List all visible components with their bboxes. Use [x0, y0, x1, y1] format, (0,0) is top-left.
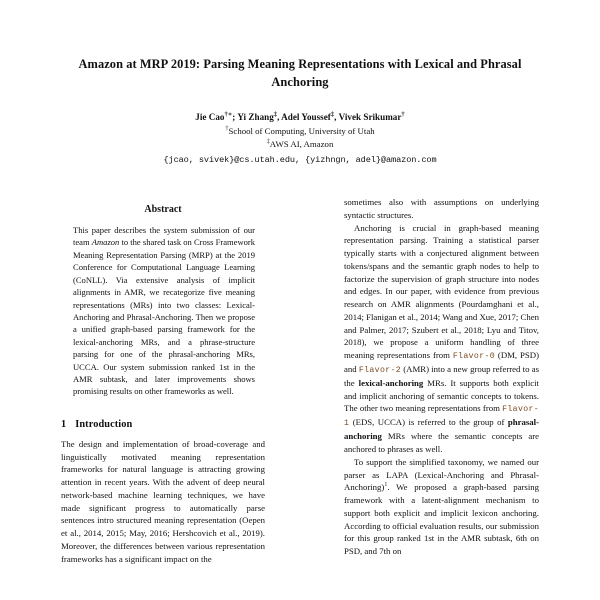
author-name-4: Vivek Srikumar — [338, 112, 402, 123]
rp2-text-c: (AMR) into a new group referred to as the — [344, 363, 539, 388]
page-title: Amazon at MRP 2019: Parsing Meaning Representations with Lexical and Phrasal Anchoring — [78, 57, 522, 89]
authors-block — [62, 111, 538, 168]
rp2-text-d: MRs. It supports both explicit and implicit anchoring of semantic concepts to tokens. The other two meaning representations from — [344, 377, 539, 414]
section-number: 1 — [61, 418, 67, 430]
affiliation-line-2 — [62, 138, 538, 151]
author-name-2: Yi Zhang — [237, 112, 274, 123]
flavor-2-term: Flavor-2 — [358, 365, 401, 375]
affiliation-line-1 — [62, 125, 538, 138]
introduction-paragraph-1: The design and implementation of broad-coverage and linguistically motivated meaning representation frameworks for natural language is attracting growing attention in recent years. With the advent of deep neural network-based machine learning techniques, we have made significant progress to automatically parse sentences intro structured meaning representation (Oepen et al., 2014, 2015; May, 2016; Hershcovich et al., 2019). Moreover, the differences between various representation frameworks has a significant impact on the — [61, 438, 265, 564]
abstract-body — [61, 224, 265, 398]
author-marks-3: ‡ — [330, 111, 335, 119]
left-column — [0, 196, 300, 565]
author-line — [62, 111, 538, 125]
section-title: Introduction — [75, 418, 133, 430]
author-sep-1: ; — [232, 112, 238, 123]
right-paragraph-3 — [344, 456, 539, 558]
affiliation-text-1: School of Computing, University of Utah — [228, 125, 375, 136]
flavor-1-term: Flavor-1 — [344, 405, 539, 429]
right-paragraph-1: sometimes also with assumptions on underlying syntactic structures. — [344, 197, 539, 220]
rp2-text-a: Anchoring is crucial in graph-based meaning representation parsing. Training a statistical parser typically starts with a conjectured alignment between tokens/spans and the semantic graph nodes to help to factorize the supervision of graph structure into nodes and edges. In our paper, with evidence from previous research on AMR alignments (Pourdamghani et al., 2014; Flanigan et al., 2014; Wang and Xue, 2017; Chen and Palmer, 2017; Szubert et al., 2018; Lyu and Titov, 2018), we propose a uniform handling of three meaning representations from — [344, 222, 540, 360]
author-name-3: Adel Youssef — [281, 112, 331, 123]
author-sep-3: , — [334, 112, 339, 123]
section-heading-introduction — [61, 419, 265, 430]
phrasal-anchoring-term: phrasal-anchoring — [344, 417, 539, 442]
author-sep-2: , — [277, 112, 282, 123]
title-block — [0, 0, 600, 168]
abstract-team-name: Amazon — [91, 237, 120, 248]
abstract-text-1: This paper describes the system submission of our team — [73, 225, 255, 248]
affiliation-mark-2: ‡ — [266, 138, 270, 146]
abstract-text-2: to the shared task on Cross Framework Meaning Representation Parsing (MRP) at the 2019 Conference for Computational Language Learning (CoNLL). Via extensive analysis of implicit alignments in AMR, we recategorize five meaning representations (MRs) into two classes: Lexical-Anchoring and Phrasal-Anchoring. Then we propose a unified graph-based parsing framework for the lexical-anchoring MRs, and a phrase-structure parsing for one of the phrasal-anchoring MRs, UCCA. Our system submission ranked 1st in the AMR subtask, and later improvements shows promising results on other frameworks as well. — [73, 237, 256, 397]
body-columns — [0, 196, 600, 565]
rp2-text-b: (DM, PSD) and — [344, 350, 539, 374]
flavor-0-term: Flavor-0 — [452, 352, 495, 361]
rp3-text-a: To support the simplified taxonomy, we named our parser as LAPA (Lexical-Anchoring and Phrasal-Anchoring) — [344, 456, 539, 493]
abstract-paragraph — [73, 224, 255, 398]
right-column — [300, 196, 600, 565]
author-marks-2: ‡ — [273, 111, 278, 119]
affiliation-mark-1: † — [225, 124, 229, 132]
affiliation-text-2: AWS AI, Amazon — [269, 139, 334, 150]
author-marks-4: † — [401, 111, 405, 119]
footnote-marker: 1 — [384, 482, 388, 489]
lexical-anchoring-term: lexical-anchoring — [358, 377, 424, 388]
author-emails: {jcao, svivek}@cs.utah.edu, {yizhngn, adel}@amazon.com — [163, 154, 437, 165]
author-marks-1: †∗ — [224, 111, 233, 119]
rp3-text-b: . We proposed a graph-based parsing framework with a latent-alignment mechanism to support both explicit and implicit lexicon anchoring. According to official evaluation results, our submission for this group ranked 1st in the AMR subtask, 6th on PSD, and 7th on — [344, 482, 539, 557]
author-name-1: Jie Cao — [195, 112, 225, 123]
right-paragraph-2 — [344, 222, 539, 456]
abstract-heading: Abstract — [144, 204, 182, 215]
rp2-text-f: MRs where the semantic concepts are anchored to phrases as well. — [344, 431, 539, 455]
rp2-text-e: (EDS, UCCA) is referred to the group of — [349, 417, 508, 428]
